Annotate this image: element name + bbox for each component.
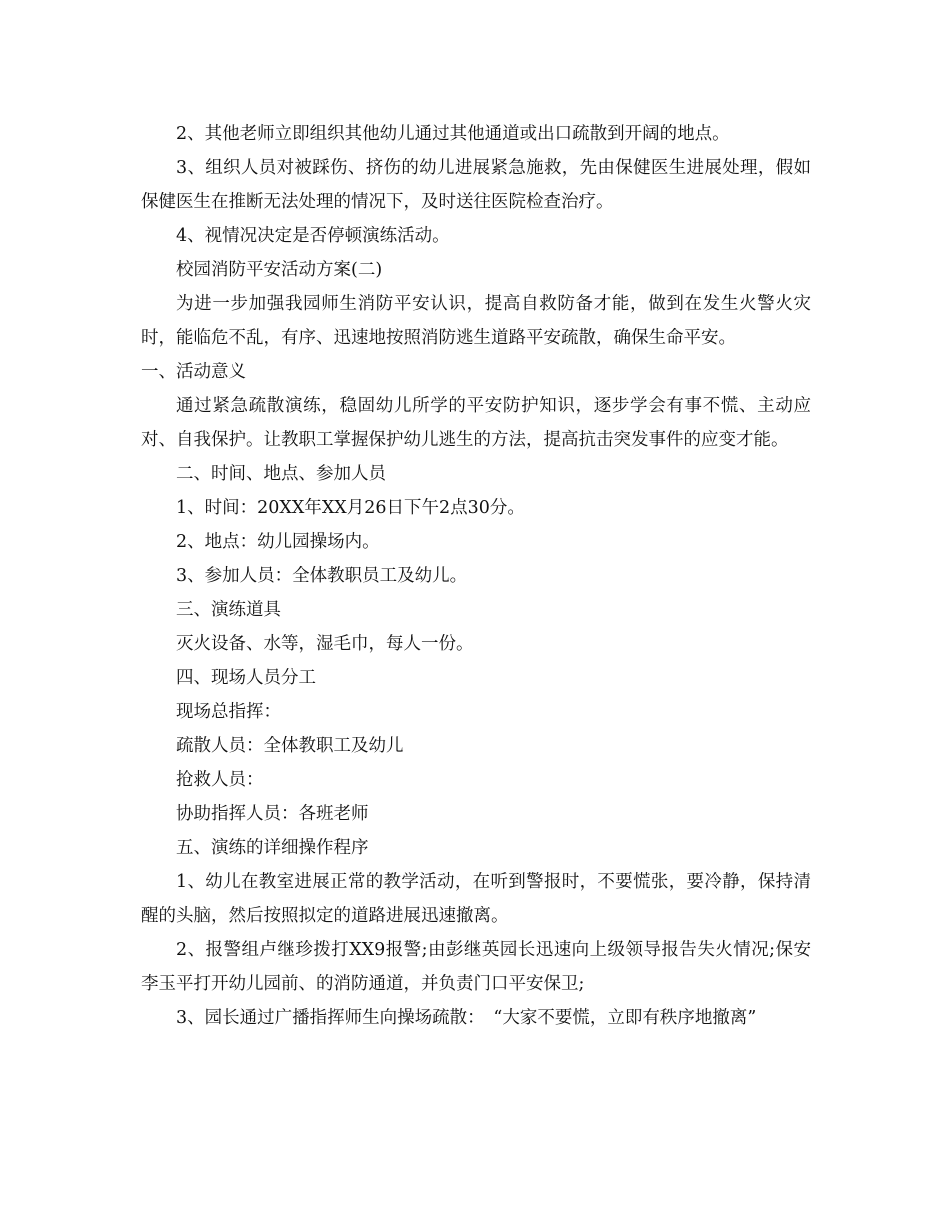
paragraph: 2、报警组卢继珍拨打XX9报警;由彭继英园长迅速向上级领导报告失火情况;保安李玉平打开幼儿园前、的消防通道，并负责门口平安保卫; (141, 940, 811, 994)
paragraph: 灭火设备、水等，湿毛巾，每人一份。 (176, 634, 474, 654)
list-item: 协助指挥人员：各班老师 (176, 804, 369, 824)
paragraph: 2、其他老师立即组织其他幼儿通过其他通道或出口疏散到开阔的地点。 (176, 124, 730, 144)
section-heading: 一、活动意义 (141, 362, 246, 382)
list-item: 现场总指挥： (176, 702, 281, 722)
section-heading: 四、现场人员分工 (176, 668, 316, 688)
paragraph: 通过紧急疏散演练，稳固幼儿所学的平安防护知识，逐步学会有事不慌、主动应对、自我保护。让教职工掌握保护幼儿逃生的方法，提高抗击突发事件的应变才能。 (141, 396, 811, 450)
section-heading: 三、演练道具 (176, 600, 281, 620)
paragraph: 3、园长通过广播指挥师生向操场疏散： “大家不要慌，立即有秩序地撤离” (176, 1008, 757, 1028)
list-item: 1、时间：20XX年XX月26日下午2点30分。 (176, 498, 525, 518)
paragraph: 1、幼儿在教室进展正常的教学活动，在听到警报时，不要慌张，要冷静，保持清醒的头脑，然后按照拟定的道路进展迅速撤离。 (141, 872, 811, 926)
paragraph: 3、组织人员对被踩伤、挤伤的幼儿进展紧急施救，先由保健医生进展处理，假如保健医生在推断无法处理的情况下，及时送往医院检查治疗。 (141, 158, 811, 212)
document-body (141, 117, 811, 1035)
section-title: 校园消防平安活动方案(二) (176, 260, 383, 280)
section-heading: 五、演练的详细操作程序 (176, 838, 369, 858)
list-item: 疏散人员：全体教职工及幼儿 (176, 736, 404, 756)
paragraph: 4、视情况决定是否停顿演练活动。 (176, 226, 450, 246)
paragraph: 为进一步加强我园师生消防平安认识，提高自救防备才能，做到在发生火警火灾时，能临危不乱，有序、迅速地按照消防逃生道路平安疏散，确保生命平安。 (141, 294, 811, 348)
list-item: 3、参加人员：全体教职员工及幼儿。 (176, 566, 468, 586)
list-item: 2、地点：幼儿园操场内。 (176, 532, 380, 552)
section-heading: 二、时间、地点、参加人员 (176, 464, 386, 484)
list-item: 抢救人员： (176, 770, 264, 790)
